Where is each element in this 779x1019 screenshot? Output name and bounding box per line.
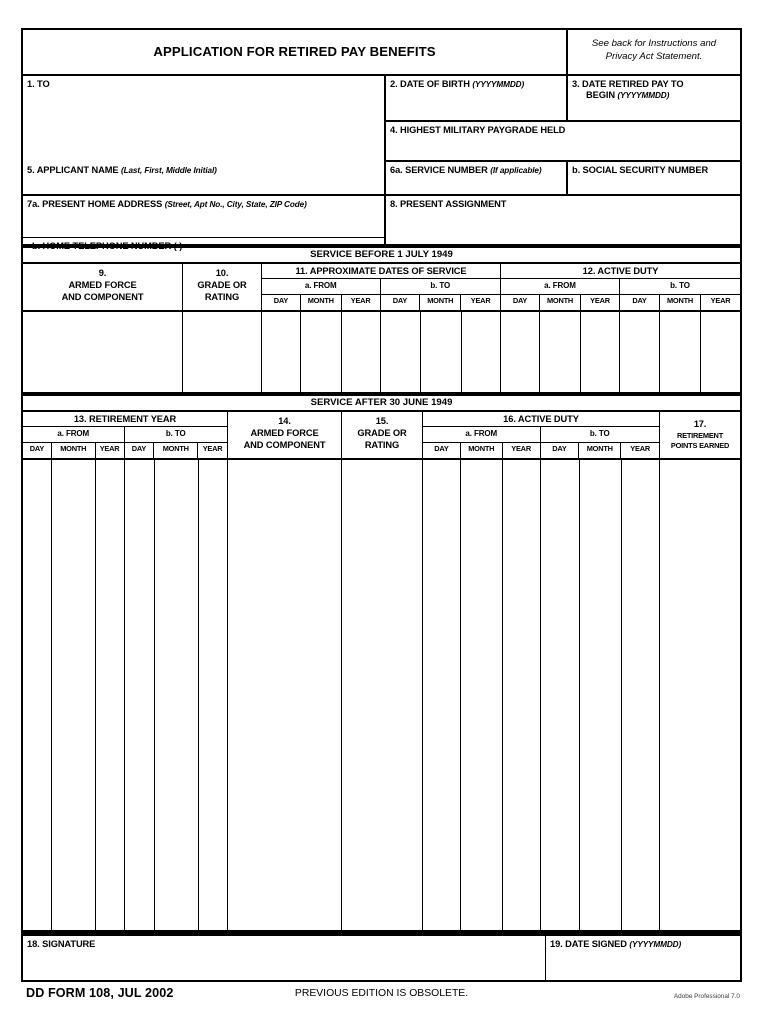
form-title-cell <box>23 30 568 76</box>
col-11-to-month-label: MONTH <box>427 296 454 305</box>
col-16-dmy-row <box>423 443 659 458</box>
entry-before-12-to-year[interactable] <box>701 312 740 392</box>
col-16-to-day <box>541 443 580 458</box>
col-14-line-1: ARMED FORCE <box>250 427 319 438</box>
entry-before-12-to-month[interactable] <box>660 312 701 392</box>
col-14-line-2: AND COMPONENT <box>243 439 326 450</box>
service-before-band-label: SERVICE BEFORE 1 JULY 1949 <box>310 249 453 260</box>
entry-before-11-from-year[interactable] <box>342 312 381 392</box>
back-note-line-1: See back for Instructions and <box>591 38 717 49</box>
field-7a-hint: (Street, Apt No., City, State, ZIP Code) <box>164 200 307 209</box>
entry-before-12-from-month[interactable] <box>540 312 581 392</box>
entry-after-13-to-year[interactable] <box>199 460 228 932</box>
col-15-grade-or-rating <box>342 412 423 460</box>
col-12-to-label: b. TO <box>670 281 690 290</box>
col-11-dmy-row <box>262 295 500 310</box>
field-2-date-of-birth[interactable] <box>386 76 568 122</box>
entry-before-11-to-month[interactable] <box>421 312 462 392</box>
signature-block <box>21 934 742 982</box>
entry-after-16-from-year[interactable] <box>503 460 541 932</box>
col-11-to-year-label: YEAR <box>470 296 491 305</box>
field-4-highest-paygrade[interactable] <box>386 122 740 162</box>
col-13-to-label-cell <box>125 427 228 443</box>
col-16-to-month <box>579 443 621 458</box>
col-12-to-month <box>660 295 701 310</box>
service-before-band-row <box>23 248 740 264</box>
col-11-title: 11. APPROXIMATE DATES OF SERVICE <box>295 266 467 276</box>
col-17-line-1: RETIREMENT <box>676 430 724 440</box>
col-11-from-year <box>342 295 381 310</box>
field-6a-label: 6a. SERVICE NUMBER <box>390 165 488 175</box>
col-17-retirement-points-earned <box>660 412 740 460</box>
col-16-to-label-cell <box>541 427 660 443</box>
col-17-number: 17. <box>693 419 707 429</box>
col-12-dmy-row <box>501 295 740 310</box>
field-4-row <box>23 122 740 162</box>
service-after-band-row <box>23 396 740 412</box>
col-16-to-day-label: DAY <box>552 444 567 453</box>
col-10-grade-or-rating <box>183 264 262 312</box>
col-16-from-day <box>423 443 461 458</box>
form-footer <box>21 986 742 1008</box>
service-after-header-row <box>23 412 740 460</box>
form-id-label: DD FORM 108, JUL 2002 <box>26 986 174 1000</box>
col-13-title: 13. RETIREMENT YEAR <box>73 414 177 424</box>
service-before-header-row <box>23 264 740 312</box>
col-16-from-day-label: DAY <box>434 444 449 453</box>
col-13-from-label: a. FROM <box>57 429 90 438</box>
entry-after-13-from-year[interactable] <box>96 460 125 932</box>
col-15-line-2: RATING <box>364 439 400 450</box>
col-16-from-label: a. FROM <box>465 429 498 438</box>
col-12-from-day <box>501 295 540 310</box>
col-11-from-month-label: MONTH <box>307 296 334 305</box>
field-5-label: 5. APPLICANT NAME <box>27 165 119 175</box>
entry-after-17-points[interactable] <box>660 460 740 932</box>
col-10-line-2: RATING <box>204 291 240 302</box>
field-6b-social-security-number[interactable] <box>568 162 740 196</box>
col-12-from-label-cell <box>501 279 620 295</box>
col-11-from-month <box>301 295 342 310</box>
col-12-from-month <box>540 295 581 310</box>
entry-after-13-to-day[interactable] <box>125 460 155 932</box>
entry-before-11-from-day[interactable] <box>262 312 301 392</box>
fields-5-6-row <box>23 162 740 196</box>
back-note-line-2: Privacy Act Statement. <box>605 50 703 62</box>
entry-after-13-from-day[interactable] <box>23 460 52 932</box>
col-11-to-label: b. TO <box>430 281 451 290</box>
col-11-from-label: a. FROM <box>304 281 337 290</box>
field-4-label: 4. HIGHEST MILITARY PAYGRADE HELD <box>390 125 566 135</box>
entry-after-14-armed-force[interactable] <box>228 460 342 932</box>
col-14-armed-force-and-component <box>228 412 342 460</box>
col-13-to-label: b. TO <box>165 429 186 438</box>
fields-1-2-3-row <box>23 76 740 122</box>
field-8-label: 8. PRESENT ASSIGNMENT <box>390 199 507 209</box>
col-11-to-label-cell <box>381 279 501 295</box>
service-before-band <box>23 248 740 264</box>
field-3-label-line-2: BEGIN <box>586 89 615 100</box>
col-13-to-day <box>125 443 155 458</box>
entry-after-16-from-day[interactable] <box>423 460 461 932</box>
col-13-to-year-label: YEAR <box>202 444 223 453</box>
entry-after-16-to-day[interactable] <box>541 460 580 932</box>
fields-7-8-row <box>23 196 740 251</box>
col-16-from-label-cell <box>423 427 541 443</box>
col-11-from-day-label: DAY <box>273 296 289 305</box>
field-5-applicant-name[interactable] <box>23 162 386 196</box>
entry-before-11-from-month[interactable] <box>301 312 342 392</box>
field-19-hint: (YYYYMMDD) <box>629 940 682 949</box>
entry-after-15-grade[interactable] <box>342 460 423 932</box>
col-13-to-year <box>198 443 227 458</box>
col-9-line-1: ARMED FORCE <box>68 279 137 290</box>
field-8-present-assignment[interactable] <box>386 196 740 248</box>
form-header-block <box>21 28 742 251</box>
col-16-to-label: b. TO <box>589 429 610 438</box>
page-title: APPLICATION FOR RETIRED PAY BENEFITS <box>153 44 436 59</box>
entry-before-11-to-day[interactable] <box>381 312 421 392</box>
col-13-from-month <box>52 443 96 458</box>
col-13-from-day <box>23 443 52 458</box>
col-17-line-2: POINTS EARNED <box>670 440 730 450</box>
col-15-number: 15. <box>375 416 389 426</box>
field-19-date-signed[interactable] <box>546 936 740 980</box>
col-11-to-day <box>381 295 421 310</box>
service-after-1949-block <box>21 394 742 934</box>
service-after-band <box>23 396 740 412</box>
field-7a-label: 7a. PRESENT HOME ADDRESS <box>27 199 163 209</box>
field-3-hint: (YYYYMMDD) <box>617 90 670 100</box>
col-11-to-day-label: DAY <box>392 296 408 305</box>
field-2-hint: (YYYYMMDD) <box>472 80 525 89</box>
col-13-to-month <box>154 443 198 458</box>
col-13-subheaders <box>23 427 227 443</box>
col-16-title-cell <box>423 412 659 427</box>
entry-before-12-to-day[interactable] <box>620 312 660 392</box>
entry-after-13-from-month[interactable] <box>52 460 96 932</box>
col-9-number: 9. <box>98 268 107 278</box>
service-before-1949-block <box>21 246 742 394</box>
service-before-entry-body <box>23 312 740 392</box>
field-7b-label: b. HOME TELEPHONE NUMBER <box>32 241 172 251</box>
col-12-title: 12. ACTIVE DUTY <box>582 266 659 276</box>
col-16-to-year <box>621 443 659 458</box>
col-13-from-month-label: MONTH <box>60 444 87 453</box>
col-13-to-day-label: DAY <box>131 444 147 453</box>
col-16-from-year-label: YEAR <box>511 444 531 453</box>
back-instructions-cell <box>568 30 740 76</box>
col-12-to-day <box>620 295 660 310</box>
col-11-approximate-dates-of-service <box>262 264 501 312</box>
entry-after-16-to-year[interactable] <box>622 460 660 932</box>
entry-before-grade[interactable] <box>183 312 262 392</box>
field-1-continued <box>23 122 386 162</box>
pdf-producer-label: Adobe Professional 7.0 <box>673 993 740 1000</box>
col-11-from-year-label: YEAR <box>350 296 371 305</box>
field-6a-service-number[interactable] <box>386 162 568 196</box>
col-10-number: 10. <box>215 268 229 278</box>
signature-row <box>23 936 740 980</box>
col-12-active-duty <box>501 264 740 312</box>
col-13-title-cell <box>23 412 227 427</box>
field-7a-present-home-address[interactable] <box>23 196 384 238</box>
title-row <box>23 30 740 76</box>
service-after-band-label: SERVICE AFTER 30 JUNE 1949 <box>310 397 453 408</box>
entry-before-12-from-day[interactable] <box>501 312 540 392</box>
entry-after-13-to-month[interactable] <box>155 460 199 932</box>
col-11-to-year <box>461 295 500 310</box>
entry-before-armed-force[interactable] <box>23 312 183 392</box>
field-6a-hint: (If applicable) <box>490 166 542 175</box>
col-13-to-month-label: MONTH <box>162 444 189 453</box>
field-18-label: 18. SIGNATURE <box>27 939 96 949</box>
col-14-number: 14. <box>278 416 291 426</box>
field-18-signature[interactable] <box>23 936 546 980</box>
col-16-from-month-label: MONTH <box>468 444 495 453</box>
col-16-subheaders <box>423 427 659 443</box>
entry-before-12-from-year[interactable] <box>581 312 620 392</box>
col-11-from-label-cell <box>262 279 381 295</box>
col-9-armed-force-and-component <box>23 264 183 312</box>
field-2-label: 2. DATE OF BIRTH <box>390 79 470 89</box>
field-6b-label: b. SOCIAL SECURITY NUMBER <box>572 165 709 175</box>
col-12-to-year-label: YEAR <box>710 296 731 305</box>
entry-after-16-from-month[interactable] <box>461 460 503 932</box>
col-9-line-2: AND COMPONENT <box>61 291 144 302</box>
col-10-line-1: GRADE OR <box>197 279 247 290</box>
col-15-line-1: GRADE OR <box>357 427 407 438</box>
col-16-from-year <box>503 443 541 458</box>
col-13-from-year <box>96 443 125 458</box>
col-11-title-cell <box>262 264 500 279</box>
col-13-from-label-cell <box>23 427 125 443</box>
col-12-from-month-label: MONTH <box>546 296 574 305</box>
col-13-retirement-year <box>23 412 228 460</box>
field-3-label-line-1: 3. DATE RETIRED PAY TO <box>572 79 684 89</box>
col-12-title-cell <box>501 264 740 279</box>
col-11-subheaders <box>262 279 500 295</box>
field-19-label: 19. DATE SIGNED <box>550 939 627 949</box>
field-7b-paren: ( ) <box>173 241 183 251</box>
entry-after-16-to-month[interactable] <box>580 460 622 932</box>
col-13-from-day-label: DAY <box>29 444 45 453</box>
field-1-label: 1. TO <box>27 79 50 89</box>
previous-edition-note: PREVIOUS EDITION IS OBSOLETE. <box>294 988 469 999</box>
field-7-group <box>23 196 386 251</box>
col-12-from-day-label: DAY <box>512 296 528 305</box>
col-12-to-day-label: DAY <box>632 296 647 305</box>
col-13-from-year-label: YEAR <box>99 444 120 453</box>
col-16-active-duty <box>423 412 660 460</box>
col-16-to-year-label: YEAR <box>630 444 650 453</box>
col-11-to-month <box>420 295 461 310</box>
col-12-from-label: a. FROM <box>544 281 576 290</box>
col-16-from-month <box>461 443 503 458</box>
col-16-to-month-label: MONTH <box>586 444 613 453</box>
field-5-hint: (Last, First, Middle Initial) <box>120 166 217 175</box>
col-12-to-label-cell <box>620 279 740 295</box>
col-12-to-year <box>701 295 740 310</box>
col-16-title: 16. ACTIVE DUTY <box>503 414 579 424</box>
col-13-dmy-row <box>23 443 227 458</box>
col-12-from-year <box>581 295 620 310</box>
field-3-date-retired-pay-begin[interactable] <box>568 76 740 122</box>
col-12-from-year-label: YEAR <box>590 296 610 305</box>
col-12-to-month-label: MONTH <box>666 296 694 305</box>
entry-before-11-to-year[interactable] <box>462 312 501 392</box>
col-12-subheaders <box>501 279 740 295</box>
col-11-from-day <box>262 295 301 310</box>
service-after-entry-body <box>23 460 740 932</box>
